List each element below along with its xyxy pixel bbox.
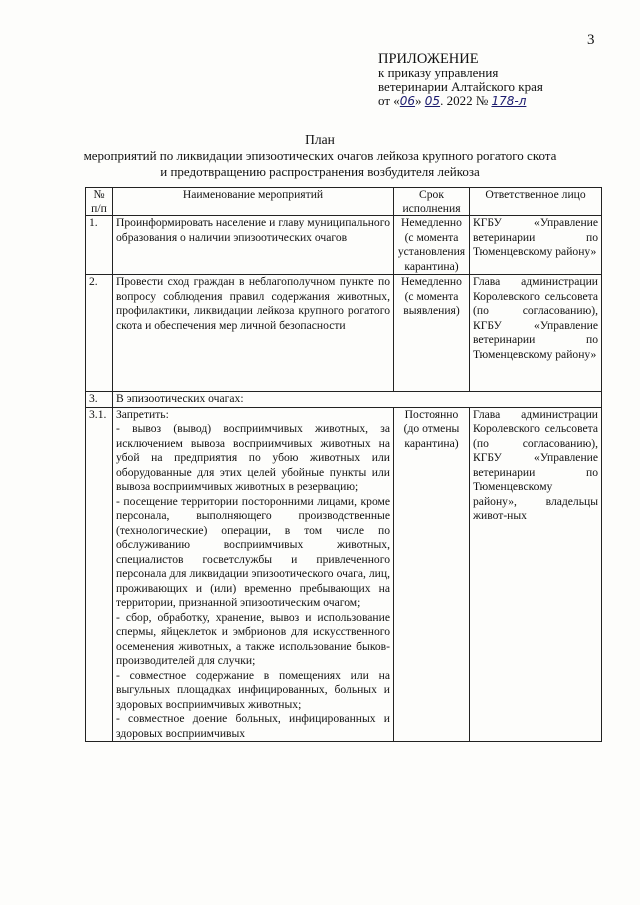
row-term: Постоянно (до отмены карантина) <box>394 407 470 742</box>
row-term: Немедленно (с момента установления карантина) <box>394 216 470 275</box>
table-row <box>86 407 602 742</box>
row-name: В эпизоотических очагах: <box>113 392 602 408</box>
appendix-line-2: ветеринарии Алтайского края <box>378 79 543 94</box>
appendix-line-1: к приказу управления <box>378 65 499 80</box>
row-intro: Запретить: <box>116 407 169 421</box>
row-num: 1. <box>86 216 113 275</box>
plan-title-line-1: План <box>305 132 335 147</box>
plan-title-line-2: мероприятий по ликвидации эпизоотических очагов лейкоза крупного рогатого скота <box>83 148 557 163</box>
header-resp: Ответственное лицо <box>470 188 602 216</box>
list-item: - вывоз (вывод) восприимчивых животных, за исключением вывоза восприимчивых животных на убой на предприятия по убою животных или оборудованные для этих целей убойные пункты или вывоза восприимчивых животных в резервацию; <box>116 422 390 493</box>
list-item: - совместное доение больных, инфицированных и здоровых восприимчивых <box>116 712 390 740</box>
row-term: Немедленно (с момента выявления) <box>394 275 470 392</box>
appendix-heading: ПРИЛОЖЕНИЕ <box>378 51 479 67</box>
page-number: 3 <box>587 32 595 48</box>
date-prefix: от « <box>378 93 400 108</box>
row-num: 3. <box>86 392 113 408</box>
table-row <box>86 392 602 408</box>
date-month: 05 <box>424 94 441 108</box>
appendix-block <box>378 52 543 108</box>
row-name <box>113 407 394 742</box>
table-row <box>86 275 602 392</box>
header-name: Наименование мероприятий <box>113 188 394 216</box>
list-item: - сбор, обработку, хранение, вывоз и использование спермы, яйцеклеток и эмбрионов для искусственного осеменения животных, а также использование быков-производителей для случки; <box>116 610 390 667</box>
year-prefix: 2022 № <box>446 93 489 108</box>
table-header-row <box>86 188 602 216</box>
row-resp: КГБУ «Управление ветеринарии по Тюменцевскому району» <box>470 216 602 275</box>
plan-table <box>85 187 602 742</box>
row-name: Провести сход граждан в неблагополучном пункте по вопросу соблюдения правил содержания животных, профилактики, ликвидации лейкоза крупного рогатого скота и обеспечения мер личной безопасности <box>113 275 394 392</box>
row-resp: Глава администрации Королевского сельсовета (по согласованию), КГБУ «Управление ветеринарии по Тюменцевскому району» <box>470 275 602 392</box>
table-row <box>86 216 602 275</box>
list-item: - совместное содержание в помещениях или на выгульных площадках инфицированных, больных и здоровых восприимчивых животных; <box>116 668 390 711</box>
order-number: 178-л <box>491 94 527 108</box>
date-day: 06 <box>399 94 416 108</box>
date-mid: » <box>415 93 422 108</box>
row-resp: Глава администрации Королевского сельсовета (по согласованию), КГБУ «Управление ветеринарии по Тюменцевскому району», владельцы живот-ных <box>470 407 602 742</box>
plan-title <box>0 132 640 180</box>
plan-title-line-3: и предотвращению распространения возбудителя лейкоза <box>160 164 480 179</box>
appendix-date-line: от «06» 05. 2022 № 178-л <box>378 93 527 108</box>
header-num: № п/п <box>86 188 113 216</box>
row-num: 2. <box>86 275 113 392</box>
header-term: Срок исполнения <box>394 188 470 216</box>
row-num: 3.1. <box>86 407 113 742</box>
list-item: - посещение территории посторонними лицами, кроме персонала, выполняющего производственные (технологические) операции, в том числе по обслуживанию восприимчивых животных, специалистов госветслужбы и привлеченного персонала для ликвидации эпизоотического очага, лиц, проживающих и (или) временно пребывающих на территории, признанной эпизоотическим очагом; <box>116 494 390 609</box>
row-name: Проинформировать население и главу муниципального образования о наличии эпизоотических очагов <box>113 216 394 275</box>
